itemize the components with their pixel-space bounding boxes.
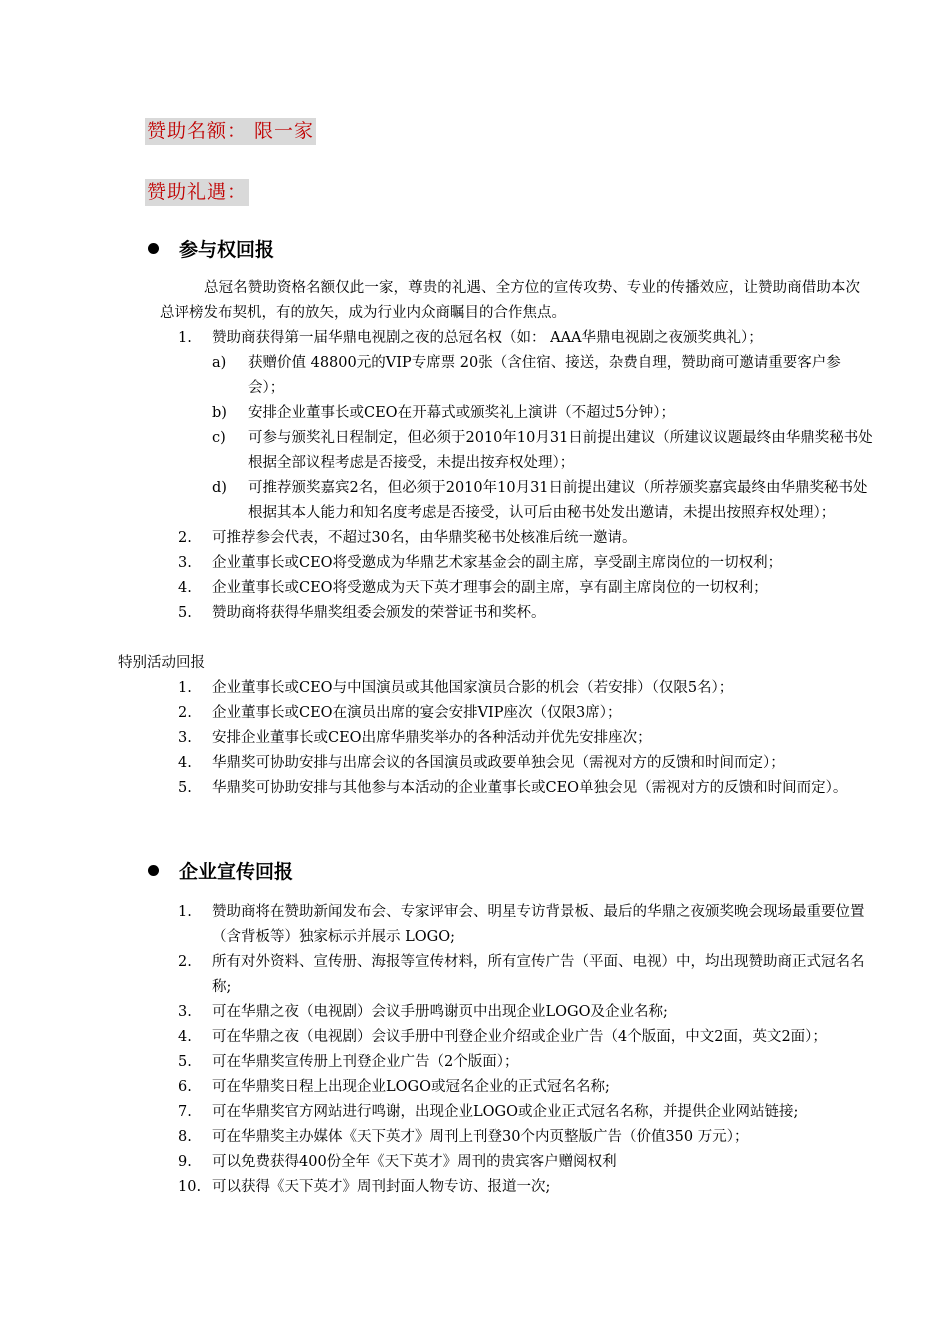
list-item <box>178 326 873 526</box>
sub-list-letter: a) <box>212 355 227 371</box>
list-item <box>178 1100 868 1125</box>
list-text: 可在华鼎奖宣传册上刊登企业广告（2个版面）； <box>212 1054 519 1070</box>
sub-list-item <box>212 476 873 526</box>
list-item <box>178 601 873 626</box>
list-number: 4. <box>178 1029 192 1045</box>
list-text: 赞助商获得第一届华鼎电视剧之夜的总冠名权（如： AAA华鼎电视剧之夜颁奖典礼）； <box>212 330 763 346</box>
list-item <box>178 701 868 726</box>
list-text: 企业董事长或CEO在演员出席的宴会安排VIP座次（仅限3席）； <box>212 705 622 721</box>
list-item <box>178 676 868 701</box>
list-text: 可以免费获得400份全年《天下英才》周刊的贵宾客户赠阅权利 <box>212 1154 617 1170</box>
list-text: 企业董事长或CEO与中国演员或其他国家演员合影的机会（若安排）（仅限5名）； <box>212 680 734 696</box>
list-text: 华鼎奖可协助安排与其他参与本活动的企业董事长或CEO单独会见（需视对方的反馈和时间而定）。 <box>212 780 848 796</box>
list-text: 企业董事长或CEO将受邀成为天下英才理事会的副主席，享有副主席岗位的一切权利； <box>212 580 768 596</box>
list-number: 8. <box>178 1129 192 1145</box>
list-number: 7. <box>178 1104 192 1120</box>
sub-list-letter: c) <box>212 430 226 446</box>
special-activities-heading: 特别活动回报 <box>118 655 205 671</box>
sub-list-text: 可参与颁奖礼日程制定，但必须于2010年10月31日前提出建议（所建议议题最终由华鼎奖秘书处根据全部议程考虑是否接受，未提出按弃权处理）； <box>248 430 873 471</box>
list-number: 2. <box>178 530 192 546</box>
list-text: 可在华鼎奖日程上出现企业LOGO或冠名企业的正式冠名名称; <box>212 1079 610 1095</box>
section-heading-publicity <box>148 857 293 887</box>
list-item <box>178 726 868 751</box>
list-number: 10. <box>178 1179 202 1195</box>
intro-paragraph: 总冠名赞助资格名额仅此一家，尊贵的礼遇、全方位的宣传攻势、专业的传播效应，让赞助商借助本次总评榜发布契机，有的放矢，成为行业内众商瞩目的合作焦点。 <box>160 280 860 321</box>
list-text: 可推荐参会代表，不超过30名，由华鼎奖秘书处核准后统一邀请。 <box>212 530 637 546</box>
list-text: 可以获得《天下英才》周刊封面人物专访、报道一次; <box>212 1179 551 1195</box>
sub-list-item <box>212 351 873 401</box>
list-text: 所有对外资料、宣传册、海报等宣传材料，所有宣传广告（平面、电视）中，均出现赞助商正式冠名名称; <box>212 954 865 995</box>
sub-list-text: 安排企业董事长或CEO在开幕式或颁奖礼上演讲（不超过5分钟）； <box>248 405 676 421</box>
list-item <box>178 526 873 551</box>
list-item <box>178 1125 868 1150</box>
list-item <box>178 1175 868 1200</box>
list-item <box>178 776 868 801</box>
list-text: 赞助商将在赞助新闻发布会、专家评审会、明星专访背景板、最后的华鼎之夜颁奖晚会现场最重要位置（含背板等）独家标示并展示 LOGO; <box>212 904 865 945</box>
list-number: 2. <box>178 705 192 721</box>
list-text: 企业董事长或CEO将受邀成为华鼎艺术家基金会的副主席，享受副主席岗位的一切权利； <box>212 555 783 571</box>
list-number: 6. <box>178 1079 192 1095</box>
list-item <box>178 1000 868 1025</box>
list-item <box>178 576 873 601</box>
sub-list-letter: b) <box>212 405 227 421</box>
bullet-icon <box>148 243 159 254</box>
list-text: 可在华鼎奖主办媒体《天下英才》周刊上刊登30个内页整版广告（价值350 万元）； <box>212 1129 749 1145</box>
list-text: 赞助商将获得华鼎奖组委会颁发的荣誉证书和奖杯。 <box>212 605 546 621</box>
list-text: 可在华鼎之夜（电视剧）会议手册鸣谢页中出现企业LOGO及企业名称; <box>212 1004 668 1020</box>
list-item <box>178 900 868 950</box>
list-number: 9. <box>178 1154 192 1170</box>
list-item <box>178 1150 868 1175</box>
list-number: 4. <box>178 755 192 771</box>
list-number: 5. <box>178 605 192 621</box>
special-activities-list <box>178 676 868 801</box>
sub-list-text: 获赠价值 48800元的VIP专席票 20张（含住宿、接送，杂费自理，赞助商可邀请重要客户参会）； <box>248 355 841 396</box>
list-number: 5. <box>178 1054 192 1070</box>
list-item <box>178 950 868 1000</box>
sub-list-letter: d) <box>212 480 227 496</box>
list-number: 2. <box>178 954 192 970</box>
list-item <box>178 1050 868 1075</box>
list-number: 5. <box>178 780 192 796</box>
list-number: 1. <box>178 904 192 920</box>
sub-list-item <box>212 426 873 476</box>
sub-list <box>212 351 873 526</box>
list-number: 1. <box>178 680 192 696</box>
list-text: 可在华鼎之夜（电视剧）会议手册中刊登企业介绍或企业广告（4个版面，中文2面，英文2面）； <box>212 1029 827 1045</box>
list-text: 安排企业董事长或CEO出席华鼎奖举办的各种活动并优先安排座次； <box>212 730 652 746</box>
list-item <box>178 1075 868 1100</box>
list-text: 华鼎奖可协助安排与出席会议的各国演员或政要单独会见（需视对方的反馈和时间而定）； <box>212 755 785 771</box>
bullet-icon <box>148 865 159 876</box>
participation-list <box>178 326 873 626</box>
list-number: 3. <box>178 730 192 746</box>
section-title: 参与权回报 <box>179 239 275 261</box>
section-heading-participation <box>148 235 274 265</box>
list-item <box>178 751 868 776</box>
list-item <box>178 1025 868 1050</box>
list-item <box>178 551 873 576</box>
list-number: 1. <box>178 330 192 346</box>
list-text: 可在华鼎奖官方网站进行鸣谢，出现企业LOGO或企业正式冠名名称，并提供企业网站链接; <box>212 1104 799 1120</box>
sponsor-benefits-label: 赞助礼遇： <box>145 179 249 206</box>
sub-list-item <box>212 401 873 426</box>
publicity-list <box>178 900 868 1200</box>
list-number: 3. <box>178 555 192 571</box>
sponsor-quota-label: 赞助名额： 限一家 <box>145 118 316 145</box>
list-number: 4. <box>178 580 192 596</box>
section-title: 企业宣传回报 <box>179 861 294 883</box>
sub-list-text: 可推荐颁奖嘉宾2名，但必须于2010年10月31日前提出建议（所荐颁奖嘉宾最终由华鼎奖秘书处根据其本人能力和知名度考虑是否接受，认可后由秘书处发出邀请，未提出按照弃权处理）； <box>248 480 868 521</box>
list-number: 3. <box>178 1004 192 1020</box>
